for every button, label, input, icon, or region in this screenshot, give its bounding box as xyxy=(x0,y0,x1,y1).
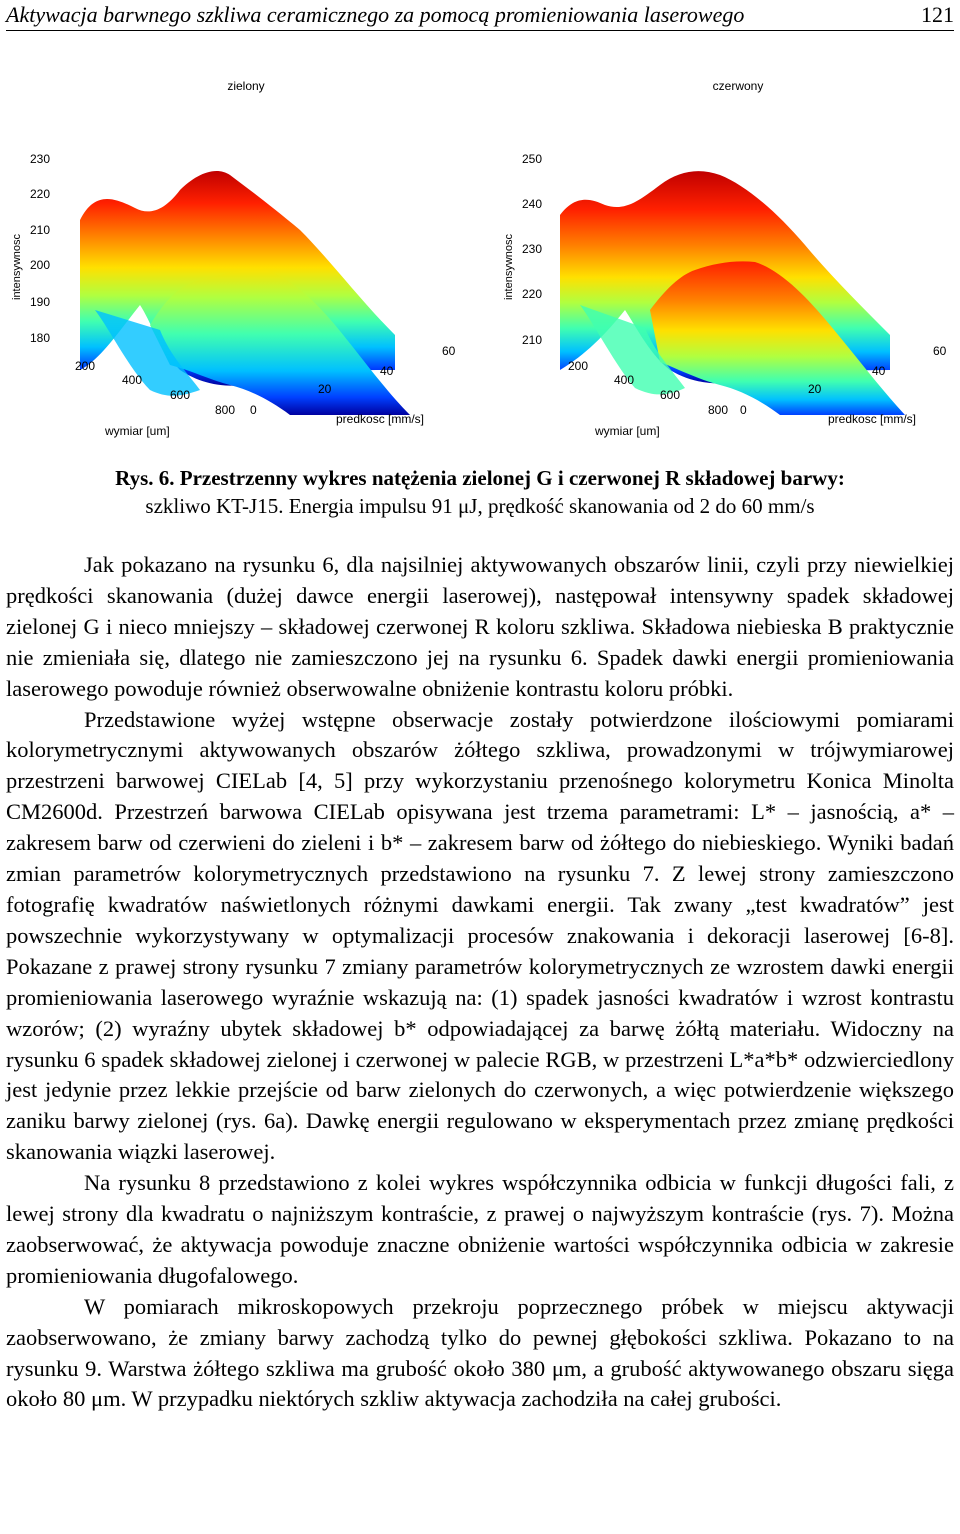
caption-title: Rys. 6. Przestrzenny wykres natężenia zielonej G i czerwonej R składowej barwy: xyxy=(115,466,845,490)
y-tick: 20 xyxy=(808,382,822,396)
z-tick: 210 xyxy=(521,333,542,347)
x-tick: 400 xyxy=(614,373,635,387)
y-axis-label: predkosc [mm/s] xyxy=(336,412,425,426)
z-tick: 180 xyxy=(29,331,50,345)
surface-plot-green xyxy=(0,70,480,445)
z-tick: 250 xyxy=(521,152,542,166)
body-text xyxy=(6,550,954,1415)
plot-title: czerwony xyxy=(712,79,764,93)
z-tick: 200 xyxy=(29,258,50,272)
paragraph: Jak pokazano na rysunku 6, dla najsilniej aktywowanych obszarów linii, czyli przy niewielkiej prędkości skanowania (dużej dawce energii laserowej), następował intensywny spadek składowej zielonej G i nieco mniejszy – składowej czerwonej R koloru szkliwa. Składowa niebieska B praktycznie nie zmieniała się, dlatego nie zamieszczono jej na rysunku 6. Spadek dawki energii promieniowania laserowego powoduje również obserwowalne obniżenie kontrastu koloru próbki. xyxy=(6,552,954,701)
running-title: Aktywacja barwnego szkliwa ceramicznego za pomocą promieniowania laserowego xyxy=(6,2,745,27)
x-axis-label: wymiar [um] xyxy=(105,424,170,438)
x-tick: 800 xyxy=(708,403,729,417)
y-tick: 40 xyxy=(380,364,394,378)
z-tick: 230 xyxy=(521,242,542,256)
z-tick: 240 xyxy=(521,197,542,211)
x-tick: 200 xyxy=(75,359,96,373)
z-tick: 230 xyxy=(29,152,50,166)
paragraph: Przedstawione wyżej wstępne obserwacje zostały potwierdzone ilościowymi pomiarami kolorymetrycznymi aktywowanych obszarów żółtego szkliwa, prowadzonymi w trójwymiarowej przestrzeni barwowej CIELab [4, 5] przy wykorzystaniu przenośnego kolorymetru Konica Minolta CM2600d. Przestrzeń barwowa CIELab opisywana jest trzema parametrami: L* – jasnością, a* – zakresem barw od czerwieni do zieleni i b* – zakresem barw od żółtego do niebieskiego. Wyniki badań zmian parametrów kolorymetrycznych przedstawiono na rysunku 7. Z lewej strony zamieszczono fotografię kwadratów naświetlonych różnymi dawkami energii. Tak zwany „test kwadratów” jest powszechnie wykorzystywany w optymalizacji procesów znakowania i dekoracji laserowej [6-8]. Pokazane z prawej strony rysunku 7 zmiany parametrów kolorymetrycznych ze wzrostem dawki energii promieniowania laserowego wyraźnie wskazują na: (1) spadek jasności kwadratów i wzrost kontrastu wzorów; (2) wyraźny ubytek składowej b* odpowiadającej za barwę żółtą materiału. Widoczny na rysunku 6 spadek składowej zielonej i czerwonej w palecie RGB, w przestrzeni L*a*b* odzwierciedlony jest jedynie przez lekkie przejście od barw zielonych do czerwonych, a więc potwierdzenie większego zaniku barwy zielonej (rys. 6a). Dawkę energii regulowano w eksperymentach przez zmianę prędkości skanowania wiązki laserowej. xyxy=(6,706,954,1165)
y-axis-label: predkosc [mm/s] xyxy=(828,412,917,426)
page-number: 121 xyxy=(921,2,954,27)
caption-details: szkliwo KT-J15. Energia impulsu 91 μJ, prędkość skanowania od 2 do 60 mm/s xyxy=(145,494,815,518)
z-tick: 220 xyxy=(521,287,542,301)
x-tick: 600 xyxy=(660,388,681,402)
z-tick: 210 xyxy=(29,223,50,237)
z-axis-label: intensywnosc xyxy=(503,233,515,300)
paragraph: W pomiarach mikroskopowych przekroju poprzecznego próbek w miejscu aktywacji zaobserwowano, że zmiany barwy zachodzą tylko do pewnej głębokości szkliwa. Pokazano to na rysunku 9. Warstwa żółtego szkliwa ma grubość około 380 μm, a grubość aktywowanego obszaru sięga około 80 μm. W przypadku niektórych szkliw aktywacja zachodziła na całej grubości. xyxy=(6,1293,954,1412)
figure-caption xyxy=(0,464,960,520)
y-tick: 0 xyxy=(740,403,747,417)
paragraph: Na rysunku 8 przedstawiono z kolei wykres współczynnika odbicia w funkcji długości fali, z lewej strony dla kwadratu o najniższym kontraście, z prawej o najwyższym kontraście (rys. 7). Można zaobserwować, że aktywacja powoduje znaczne obniżenie wartości współczynnika odbicia w zakresie promieniowania długofalowego. xyxy=(6,1170,954,1288)
y-tick: 40 xyxy=(872,364,886,378)
y-tick: 0 xyxy=(250,403,257,417)
y-tick: 20 xyxy=(318,382,332,396)
x-axis-label: wymiar [um] xyxy=(595,424,660,438)
z-axis-label: intensywnosc xyxy=(11,233,23,300)
y-tick: 60 xyxy=(442,344,456,358)
y-tick: 60 xyxy=(933,344,947,358)
x-tick: 200 xyxy=(568,359,589,373)
plot-title: zielony xyxy=(227,79,265,93)
x-tick: 600 xyxy=(170,388,191,402)
x-tick: 800 xyxy=(215,403,236,417)
z-tick: 190 xyxy=(29,295,50,309)
page-header xyxy=(6,0,954,31)
surface-plot-red xyxy=(490,70,960,445)
x-tick: 400 xyxy=(122,373,143,387)
z-tick: 220 xyxy=(29,187,50,201)
